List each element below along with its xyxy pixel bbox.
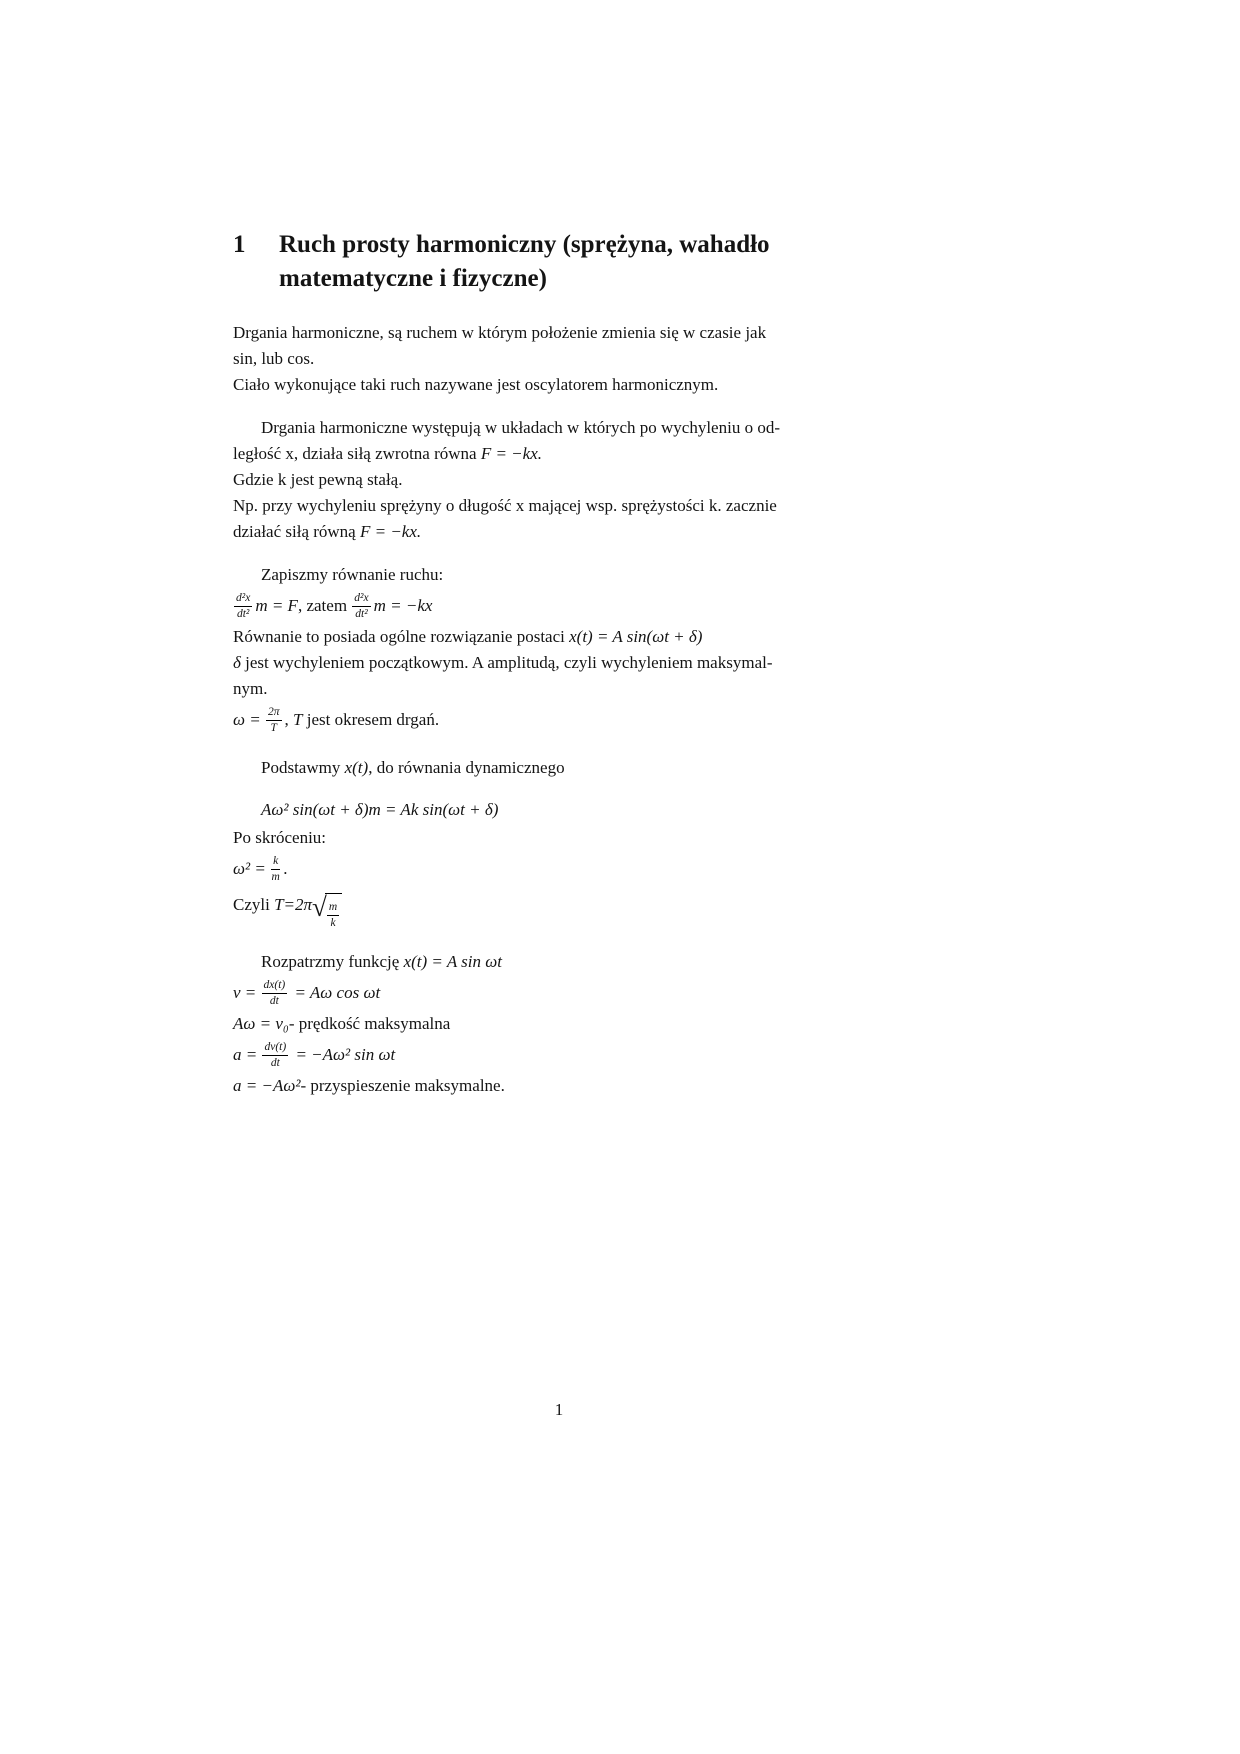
math-fraction [327,901,339,930]
text-segment: jest okresem drgań. [302,710,440,729]
text-segment: . [283,859,288,878]
text-segment: Równanie to posiada ogólne rozwiązanie postaci [233,627,570,646]
section-heading [233,228,885,296]
math-fraction [271,855,280,884]
text-line: sin, lub cos. [233,349,315,368]
section-title-line2: matematyczne i fizyczne) [279,265,547,292]
paragraph-intro [233,320,885,398]
square-root [312,887,342,932]
fraction-numerator: d²x [352,592,370,607]
fraction-numerator: dx(t) [262,979,288,994]
math-segment: F = −kx. [359,522,422,541]
math-segment: x(t) = A sin ωt [403,952,502,971]
math-segment: v = [233,983,261,1002]
text-line [233,519,885,545]
text-segment: Czyli [233,895,275,914]
text-line [233,1073,885,1099]
math-segment: Aω = v₀ [233,1014,289,1033]
fraction-denominator: dt² [355,608,368,621]
text-line: nym. [233,679,268,698]
fraction-denominator: dt² [236,608,250,621]
text-segment: - prędkość maksymalna [288,1014,451,1033]
section-title-line1: Ruch prosty harmoniczny (sprężyna, wahadło [279,231,770,258]
math-fraction [262,1041,288,1070]
math-segment: ω = [233,710,265,729]
display-equation: Aω² sin(ωt + δ)m = Ak sin(ωt + δ) [261,800,499,819]
section-number: 1 [233,231,246,258]
math-segment: T [293,710,303,729]
text-line [233,624,885,650]
section-title [279,228,770,296]
equation-line [233,1037,885,1073]
text-segment: , zatem [297,596,352,615]
text-line [233,441,885,467]
document-content [233,228,885,1099]
equation-line [233,702,885,738]
text-line: Ciało wykonujące taki ruch nazywane jest oscylatorem harmonicznym. [233,375,719,394]
text-line: Drgania harmoniczne występują w układach w których po wychyleniu o od- [261,418,780,437]
radical-sign-icon: √ [312,892,327,922]
text-line: Po skróceniu: [233,828,327,847]
text-segment: ległość x, działa siłą zwrotna równa [233,444,481,463]
math-fraction [266,706,282,735]
math-fraction [234,592,252,621]
text-line [233,755,885,781]
text-line [233,650,885,676]
paragraph-derivatives [233,949,885,1099]
text-segment: , do równania dynamicznego [368,758,565,777]
text-segment: działać siłą równą [233,522,360,541]
fraction-denominator: dt [270,1057,280,1070]
text-line: Np. przy wychyleniu sprężyny o długość x mającej wsp. sprężystości k. zacznie [233,496,777,515]
math-segment: ω² = [233,859,271,878]
fraction-denominator: T [270,722,277,735]
math-segment: δ [233,653,241,672]
math-segment: = −Aω² sin ωt [291,1045,396,1064]
text-line [233,949,885,975]
math-segment: m = F [255,596,298,615]
fraction-numerator: dv(t) [262,1041,288,1056]
math-segment: T=2π [274,895,313,914]
equation-line [233,975,885,1011]
text-segment: jest wychyleniem początkowym. A amplitudą, czyli wychyleniem maksymal- [240,653,773,672]
text-line [233,1011,885,1037]
equation-line [233,887,885,932]
math-segment: x(t) [344,758,369,777]
math-segment: x(t) = A sin(ωt + δ) [569,627,703,646]
text-line: Drgania harmoniczne, są ruchem w którym położenie zmienia się w czasie jak [233,323,767,342]
paragraph-force [233,415,885,545]
text-line: Zapiszmy równanie ruchu: [261,565,444,584]
page-footer [233,1400,885,1420]
paragraph-substitution [233,755,885,932]
equation-line [233,588,885,624]
math-fraction [352,592,370,621]
equation-line [233,851,885,887]
fraction-denominator: dt [269,995,279,1008]
fraction-numerator: k [271,855,280,870]
fraction-denominator: m [271,871,280,884]
text-segment: - przyspieszenie maksymalne. [300,1076,505,1095]
math-fraction [262,979,288,1008]
page-number: 1 [554,1400,564,1419]
math-segment: m = −kx [373,596,433,615]
fraction-numerator: m [327,901,339,916]
math-segment: a = −Aω² [233,1076,301,1095]
math-segment: a = [233,1045,262,1064]
fraction-numerator: d²x [234,592,252,607]
text-segment: Rozpatrzmy funkcję [261,952,404,971]
text-segment: Podstawmy [261,758,345,777]
fraction-numerator: 2π [266,706,282,721]
fraction-denominator: k [330,916,336,929]
math-segment: = Aω cos ωt [290,983,381,1002]
math-segment: F = −kx. [480,444,542,463]
text-segment: , [284,710,293,729]
radicand [325,893,342,932]
text-line: Gdzie k jest pewną stałą. [233,470,403,489]
paragraph-equation-of-motion [233,562,885,738]
